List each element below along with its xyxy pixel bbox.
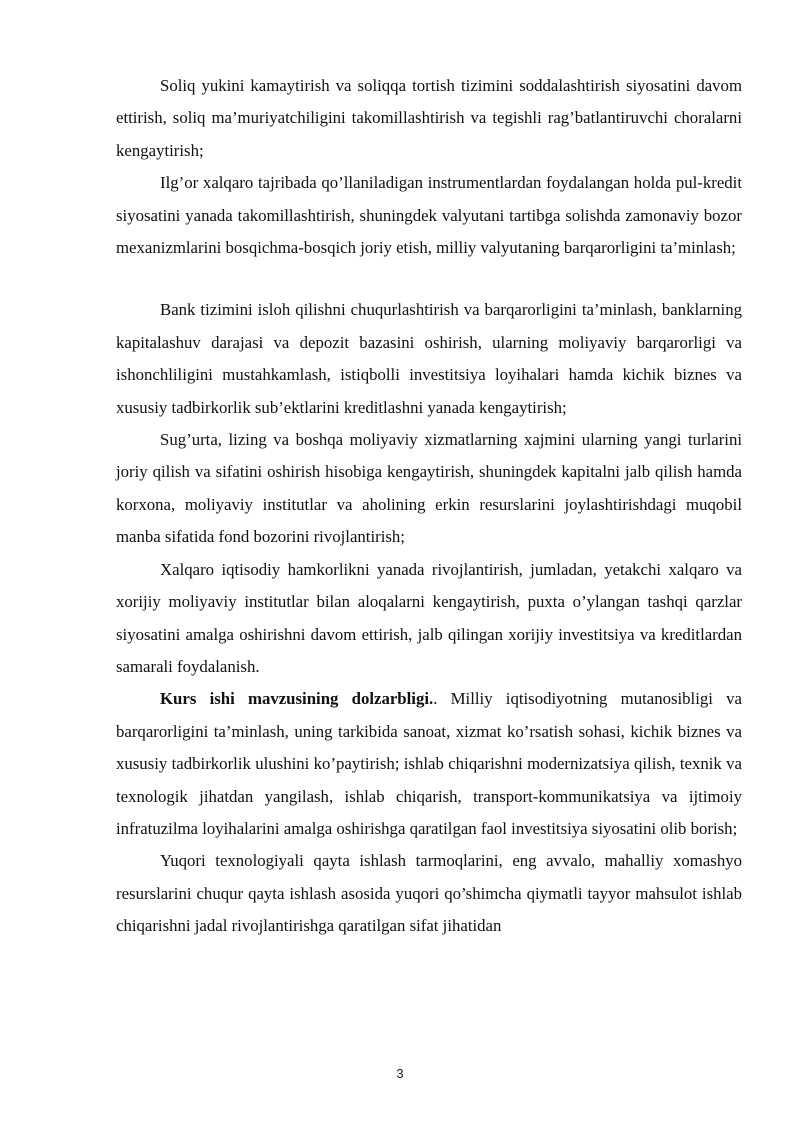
paragraph-text: Bank tizimini isloh qilishni chuqurlashtirish va barqarorligini ta’minlash, banklarning kapitalashuv darajasi va depozit bazasini oshirish, ularning moliyaviy barqarorligi va ishonchliligini mustahkamlash, istiqbolli investitsiya loyihalari hamda kichik biznes va xususiy tadbirkorlik sub’ektlarini kreditlashni yanada kengaytirish; — [116, 300, 742, 417]
paragraph-text: Sug’urta, lizing va boshqa moliyaviy xizmatlarning xajmini ularning yangi turlarini joriy qilish va sifatini oshirish hisobiga kengaytirish, shuningdek kapitalni jalb qilish hamda korxona, moliyaviy institutlar va aholining erkin resurslarini joylashtirishdagi muqobil manba sifatida fond bozorini rivojlantirish; — [116, 430, 742, 547]
paragraph-text: Ilg’or xalqaro tajribada qo’llaniladigan instrumentlardan foydalangan holda pul-kredit siyosatini yanada takomillashtirish, shuningdek valyutani tartibga solishda zamonaviy bozor mexanizmlarini bosqichma-bosqich joriy etish, milliy valyutaning barqarorligini ta’minlash; — [116, 173, 742, 258]
paragraph-banking-system — [116, 294, 742, 424]
body-text — [116, 70, 742, 943]
paragraph-financial-services — [116, 424, 742, 554]
paragraph-text: Yuqori texnologiyali qayta ishlash tarmoqlarini, eng avvalo, mahalliy xomashyo resurslarini chuqur qayta ishlash asosida yuqori qo’shimcha qiymatli tayyor mahsulot ishlab chiqarishni jadal rivojlantirishga qaratilgan sifat jihatidan — [116, 851, 742, 936]
paragraph-monetary-policy — [116, 167, 742, 264]
paragraph-lead-heading: Kurs ishi mavzusining dolzarbligi. — [160, 689, 434, 709]
paragraph-international-cooperation — [116, 554, 742, 684]
page-number: 3 — [396, 1066, 404, 1081]
paragraph-text: Xalqaro iqtisodiy hamkorlikni yanada rivojlantirish, jumladan, yetakchi xalqaro va xorijiy moliyaviy institutlar bilan aloqalarni kengaytirish, puxta o’ylangan tashqi qarzlar siyosatini amalga oshirishni davom ettirish, jalb qilingan xorijiy investitsiya va kreditlardan samarali foydalanish. — [116, 559, 742, 676]
paragraph-high-tech — [116, 845, 742, 942]
paragraph-text: . Milliy iqtisodiyotning mutanosibligi va barqarorligini ta’minlash, uning tarkibida sanoat, xizmat ko’rsatish sohasi, kichik biznes va xususiy tadbirkorlik ulushini ko’paytirish; ishlab chiqarishni modernizatsiya qilish, texnik va texnologik jihatdan yangilash, ishlab chiqarish, transport-kommunikatsiya va ijtimoiy infratuzilma loyihalarini amalga oshirishga qaratilgan faol investitsiya siyosatini olib borish; — [116, 689, 742, 838]
paragraph-topic-relevance — [116, 683, 742, 845]
paragraph-text: Soliq yukini kamaytirish va soliqqa tortish tizimini soddalashtirish siyosatini davom ettirish, soliq ma’muriyatchiligini takomillashtirish va tegishli rag’batlantiruvchi choralarni kengaytirish; — [116, 76, 742, 160]
paragraph-tax-policy — [116, 70, 742, 167]
